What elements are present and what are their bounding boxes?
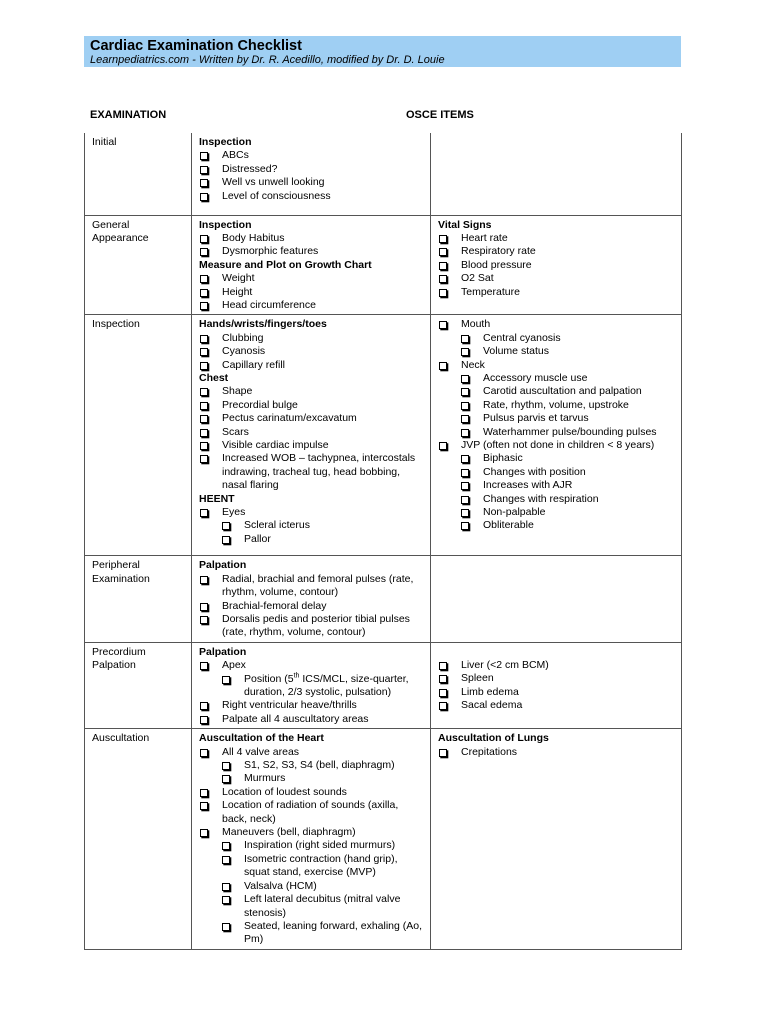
osce-cell bbox=[192, 642, 431, 728]
row-label: Initial bbox=[85, 133, 192, 215]
checkbox-icon[interactable] bbox=[439, 702, 447, 710]
checklist-item[interactable]: ABCs bbox=[199, 149, 426, 162]
checklist-item[interactable]: Height bbox=[199, 286, 426, 299]
row-label: Precordium Palpation bbox=[85, 642, 192, 728]
checklist-subitem[interactable]: Valsalva (HCM) bbox=[199, 880, 426, 893]
checkbox-icon[interactable] bbox=[200, 429, 208, 437]
checkbox-icon[interactable] bbox=[200, 442, 208, 450]
checklist-item[interactable]: Respiratory rate bbox=[438, 245, 677, 258]
checklist-item[interactable]: Palpate all 4 auscultatory areas bbox=[199, 713, 426, 726]
checkbox-icon[interactable] bbox=[222, 896, 230, 904]
section-heading: Auscultation of the Heart bbox=[199, 732, 324, 745]
checkbox-icon[interactable] bbox=[200, 235, 208, 243]
checkbox-icon[interactable] bbox=[439, 275, 447, 283]
checkbox-icon[interactable] bbox=[461, 335, 469, 343]
checklist-item[interactable]: Brachial-femoral delay bbox=[199, 600, 426, 613]
section-heading: HEENT bbox=[199, 492, 235, 505]
checkbox-icon[interactable] bbox=[200, 335, 208, 343]
checklist-subitem[interactable]: Central cyanosis bbox=[438, 332, 677, 345]
checkbox-icon[interactable] bbox=[439, 289, 447, 297]
checklist-subitem[interactable]: Rate, rhythm, volume, upstroke bbox=[438, 399, 677, 412]
checklist-item[interactable]: All 4 valve areas bbox=[199, 746, 426, 759]
checklist-item[interactable]: Spleen bbox=[438, 672, 677, 685]
title-bar bbox=[84, 36, 681, 67]
checklist-subitem[interactable]: Accessory muscle use bbox=[438, 372, 677, 385]
checklist-item[interactable]: Right ventricular heave/thrills bbox=[199, 699, 426, 712]
table-row bbox=[85, 215, 682, 315]
checklist-item[interactable]: Dysmorphic features bbox=[199, 245, 426, 258]
osce-cell bbox=[431, 556, 682, 642]
checklist-item[interactable]: Apex bbox=[199, 659, 426, 672]
checkbox-icon[interactable] bbox=[200, 616, 208, 624]
checkbox-icon[interactable] bbox=[461, 509, 469, 517]
checkbox-icon[interactable] bbox=[439, 689, 447, 697]
checkbox-icon[interactable] bbox=[439, 321, 447, 329]
checklist-item[interactable]: Weight bbox=[199, 272, 426, 285]
checklist-item[interactable]: Clubbing bbox=[199, 332, 426, 345]
checkbox-icon[interactable] bbox=[200, 289, 208, 297]
checklist-item[interactable]: O2 Sat bbox=[438, 272, 677, 285]
column-headers bbox=[84, 67, 681, 133]
checkbox-icon[interactable] bbox=[439, 362, 447, 370]
checkbox-icon[interactable] bbox=[222, 762, 230, 770]
checkbox-icon[interactable] bbox=[200, 576, 208, 584]
checklist-item[interactable]: Cyanosis bbox=[199, 345, 426, 358]
checklist-subitem[interactable]: Position (5th ICS/MCL, size-quarter, duration, 2/3 systolic, pulsation) bbox=[199, 673, 426, 700]
page-subtitle: Learnpediatrics.com - Written by Dr. R. Acedillo, modified by Dr. D. Louie bbox=[90, 54, 445, 66]
checklist-item[interactable]: Scars bbox=[199, 426, 426, 439]
checklist-item[interactable]: Precordial bulge bbox=[199, 399, 426, 412]
checkbox-icon[interactable] bbox=[200, 152, 208, 160]
checkbox-icon[interactable] bbox=[200, 702, 208, 710]
section-heading: Hands/wrists/fingers/toes bbox=[199, 318, 327, 331]
checkbox-icon[interactable] bbox=[461, 522, 469, 530]
checkbox-icon[interactable] bbox=[439, 235, 447, 243]
osce-cell bbox=[192, 729, 431, 950]
checklist-subitem[interactable]: Pulsus parvis et tarvus bbox=[438, 412, 677, 425]
checkbox-icon[interactable] bbox=[200, 789, 208, 797]
checklist-item[interactable]: Sacal edema bbox=[438, 699, 677, 712]
checkbox-icon[interactable] bbox=[200, 193, 208, 201]
checklist-subitem[interactable]: Seated, leaning forward, exhaling (Ao, Pm) bbox=[199, 920, 426, 947]
checklist-subitem[interactable]: Waterhammer pulse/bounding pulses bbox=[438, 426, 677, 439]
checkbox-icon[interactable] bbox=[200, 179, 208, 187]
checkbox-icon[interactable] bbox=[200, 388, 208, 396]
checklist-item[interactable]: Mouth bbox=[438, 318, 677, 331]
checkbox-icon[interactable] bbox=[200, 829, 208, 837]
checklist-item[interactable]: Head circumference bbox=[199, 299, 426, 312]
checkbox-icon[interactable] bbox=[461, 375, 469, 383]
checklist-subitem[interactable]: Left lateral decubitus (mitral valve stenosis) bbox=[199, 893, 426, 920]
section-heading: Vital Signs bbox=[438, 218, 492, 231]
checkbox-icon[interactable] bbox=[200, 166, 208, 174]
checkbox-icon[interactable] bbox=[461, 402, 469, 410]
checkbox-icon[interactable] bbox=[439, 675, 447, 683]
checklist-item[interactable]: Eyes bbox=[199, 506, 426, 519]
section-heading: Palpation bbox=[199, 645, 247, 658]
checklist-subitem[interactable]: Carotid auscultation and palpation bbox=[438, 385, 677, 398]
checklist-item[interactable]: Visible cardiac impulse bbox=[199, 439, 426, 452]
row-label: General Appearance bbox=[85, 215, 192, 315]
checkbox-icon[interactable] bbox=[200, 362, 208, 370]
section-heading: Chest bbox=[199, 371, 229, 384]
checkbox-icon[interactable] bbox=[439, 662, 447, 670]
checkbox-icon[interactable] bbox=[200, 415, 208, 423]
osce-cell bbox=[431, 642, 682, 728]
checklist-subitem[interactable]: Changes with position bbox=[438, 466, 677, 479]
checkbox-icon[interactable] bbox=[200, 302, 208, 310]
checkbox-icon[interactable] bbox=[200, 455, 208, 463]
checklist-subitem[interactable]: Non-palpable bbox=[438, 506, 677, 519]
table-row bbox=[85, 729, 682, 950]
checkbox-icon[interactable] bbox=[461, 429, 469, 437]
checkbox-icon[interactable] bbox=[222, 536, 230, 544]
checklist-subitem[interactable]: Volume status bbox=[438, 345, 677, 358]
checklist-item[interactable]: Capillary refill bbox=[199, 359, 426, 372]
examination-header: EXAMINATION bbox=[90, 109, 167, 121]
checkbox-icon[interactable] bbox=[200, 749, 208, 757]
checkbox-icon[interactable] bbox=[200, 603, 208, 611]
osce-cell bbox=[192, 215, 431, 315]
checkbox-icon[interactable] bbox=[222, 842, 230, 850]
checklist-subitem[interactable]: Pallor bbox=[199, 533, 426, 546]
checklist-item[interactable]: Level of consciousness bbox=[199, 190, 426, 203]
table-row bbox=[85, 556, 682, 642]
checklist-item[interactable]: Liver (<2 cm BCM) bbox=[438, 659, 677, 672]
osce-cell bbox=[431, 729, 682, 950]
checkbox-icon[interactable] bbox=[461, 348, 469, 356]
table-row bbox=[85, 642, 682, 728]
checkbox-icon[interactable] bbox=[222, 676, 230, 684]
checklist-item[interactable]: Body Habitus bbox=[199, 232, 426, 245]
checklist-subitem[interactable]: Inspiration (right sided murmurs) bbox=[199, 839, 426, 852]
checklist-item[interactable]: Neck bbox=[438, 359, 677, 372]
osce-cell bbox=[431, 133, 682, 215]
checklist-item[interactable]: Increased WOB – tachypnea, intercostals indrawing, tracheal tug, head bobbing, nasal flaring bbox=[199, 452, 426, 492]
checkbox-icon[interactable] bbox=[200, 509, 208, 517]
checklist-subitem[interactable]: S1, S2, S3, S4 (bell, diaphragm) bbox=[199, 759, 426, 772]
osce-cell bbox=[192, 315, 431, 556]
checkbox-icon[interactable] bbox=[200, 348, 208, 356]
checkbox-icon[interactable] bbox=[461, 455, 469, 463]
checklist-item[interactable]: Radial, brachial and femoral pulses (rate, rhythm, volume, contour) bbox=[199, 573, 426, 600]
row-label: Auscultation bbox=[85, 729, 192, 950]
checkbox-icon[interactable] bbox=[461, 415, 469, 423]
checkbox-icon[interactable] bbox=[439, 262, 447, 270]
checkbox-icon[interactable] bbox=[222, 883, 230, 891]
checklist-subitem[interactable]: Isometric contraction (hand grip), squat stand, exercise (MVP) bbox=[199, 853, 426, 880]
checklist-item[interactable]: Blood pressure bbox=[438, 259, 677, 272]
checkbox-icon[interactable] bbox=[439, 442, 447, 450]
checklist-subitem[interactable]: Increases with AJR bbox=[438, 479, 677, 492]
checklist-item[interactable]: Location of loudest sounds bbox=[199, 786, 426, 799]
checkbox-icon[interactable] bbox=[461, 482, 469, 490]
checklist-item[interactable]: Temperature bbox=[438, 286, 677, 299]
checkbox-icon[interactable] bbox=[439, 749, 447, 757]
checklist-item[interactable]: Crepitations bbox=[438, 746, 677, 759]
checklist-item[interactable]: Pectus carinatum/excavatum bbox=[199, 412, 426, 425]
checklist-subitem[interactable]: Murmurs bbox=[199, 772, 426, 785]
checklist-subitem[interactable]: Changes with respiration bbox=[438, 493, 677, 506]
checklist-item[interactable]: Shape bbox=[199, 385, 426, 398]
checkbox-icon[interactable] bbox=[200, 402, 208, 410]
checkbox-icon[interactable] bbox=[200, 716, 208, 724]
checklist-item[interactable]: Distressed? bbox=[199, 163, 426, 176]
row-label: Peripheral Examination bbox=[85, 556, 192, 642]
checklist-item[interactable]: JVP (often not done in children < 8 years) bbox=[438, 439, 677, 452]
section-heading: Inspection bbox=[199, 218, 252, 231]
checklist-table bbox=[84, 133, 682, 950]
checklist-item[interactable]: Location of radiation of sounds (axilla, back, neck) bbox=[199, 799, 426, 826]
osce-cell bbox=[431, 315, 682, 556]
checklist-subitem[interactable]: Biphasic bbox=[438, 452, 677, 465]
checklist-subitem[interactable]: Obliterable bbox=[438, 519, 677, 532]
checklist-item[interactable]: Dorsalis pedis and posterior tibial pulses (rate, rhythm, volume, contour) bbox=[199, 613, 426, 640]
checkbox-icon[interactable] bbox=[222, 856, 230, 864]
checkbox-icon[interactable] bbox=[222, 522, 230, 530]
osce-cell bbox=[192, 556, 431, 642]
checklist-item[interactable]: Heart rate bbox=[438, 232, 677, 245]
section-heading: Auscultation of Lungs bbox=[438, 732, 549, 745]
checkbox-icon[interactable] bbox=[200, 662, 208, 670]
section-heading: Palpation bbox=[199, 559, 247, 572]
osce-cell bbox=[431, 215, 682, 315]
checkbox-icon[interactable] bbox=[461, 469, 469, 477]
section-heading: Measure and Plot on Growth Chart bbox=[199, 258, 372, 271]
osce-cell bbox=[192, 133, 431, 215]
checklist-document bbox=[84, 36, 681, 946]
row-label: Inspection bbox=[85, 315, 192, 556]
checkbox-icon[interactable] bbox=[461, 496, 469, 504]
checkbox-icon[interactable] bbox=[200, 802, 208, 810]
checkbox-icon[interactable] bbox=[200, 248, 208, 256]
page-title: Cardiac Examination Checklist bbox=[90, 38, 302, 54]
checkbox-icon[interactable] bbox=[222, 923, 230, 931]
checklist-item[interactable]: Limb edema bbox=[438, 686, 677, 699]
table-row bbox=[85, 133, 682, 215]
section-heading: Inspection bbox=[199, 136, 252, 148]
checkbox-icon[interactable] bbox=[222, 775, 230, 783]
osce-items-header: OSCE ITEMS bbox=[406, 109, 474, 121]
checkbox-icon[interactable] bbox=[439, 248, 447, 256]
table-row bbox=[85, 315, 682, 556]
checklist-item[interactable]: Maneuvers (bell, diaphragm) bbox=[199, 826, 426, 839]
checkbox-icon[interactable] bbox=[461, 388, 469, 396]
checkbox-icon[interactable] bbox=[200, 275, 208, 283]
checklist-item[interactable]: Well vs unwell looking bbox=[199, 176, 426, 189]
checklist-subitem[interactable]: Scleral icterus bbox=[199, 519, 426, 532]
